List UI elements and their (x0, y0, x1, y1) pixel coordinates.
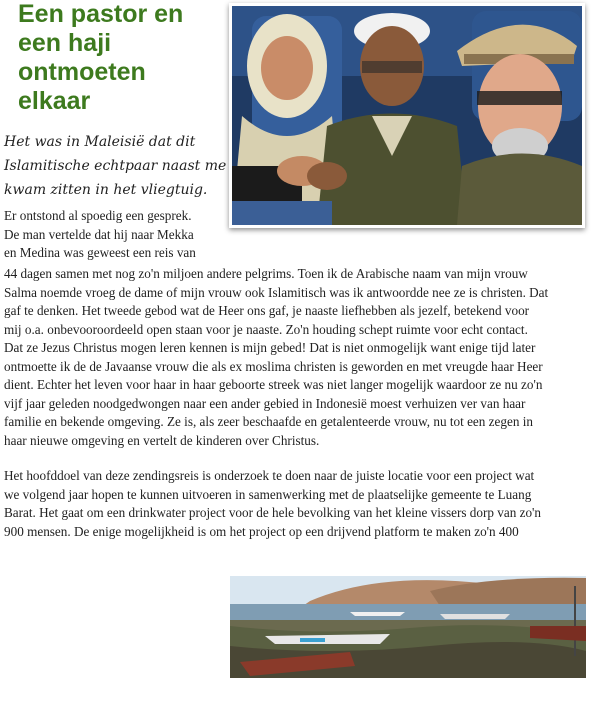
paragraph-line: familie en bekende omgeving. Ze is, als zeer beschaafde en getalenteerde vrouw, nu tot een zegen in (4, 414, 533, 429)
intro-line: kwam zitten in het vliegtuig. (4, 182, 208, 198)
airplane-photo (229, 3, 585, 228)
airplane-photo-illustration (232, 6, 582, 225)
paragraph-line: Het hoofddoel van deze zendingsreis is onderzoek te doen naar de juiste locatie voor een project wat (4, 468, 535, 483)
beach-boats-photo (230, 576, 586, 678)
intro-text (4, 130, 226, 202)
paragraph-line: we volgend jaar hopen te kunnen uitvoeren in samenwerking met de plaatselijke gemeente te Luang (4, 486, 532, 502)
intro-line: Het was in Maleisië dat dit (4, 134, 196, 150)
paragraph-line: Dat ze Jezus Christus mogen leren kennen is mijn gebed! Dat is niet onmogelijk want enige tijd later (4, 340, 536, 355)
paragraph-line: vijf jaar geleden noodgedwongen naar een ander gebied in Indonesië moest verhuizen ver van haar (4, 395, 526, 411)
headline-line: elkaar (18, 87, 91, 115)
beach-photo-illustration (230, 576, 586, 678)
paragraph-1-body (4, 265, 596, 450)
paragraph-line: 44 dagen samen met nog zo'n miljoen andere pelgrims. Toen ik de Arabische naam van mijn vrouw (4, 266, 528, 281)
headline-line: ontmoeten (18, 58, 146, 86)
paragraph-line: en Medina was geweest een reis van (4, 245, 196, 260)
paragraph-line: Barat. Het gaat om een drinkwater project voor de hele bevolking van het kleine vissers dorp van zo'n (4, 505, 542, 520)
paragraph-line: Salma noemde vroeg de dame of mijn vrouw ook Islamitisch was ik antwoordde nee ze is christen. Dat (4, 284, 549, 300)
paragraph-line: De man vertelde dat hij naar Mekka (4, 226, 194, 242)
paragraph-line: haar nieuwe omgeving en vertelt de kinderen over Christus. (4, 432, 320, 448)
intro-line: Islamitische echtpaar naast me (4, 158, 227, 174)
paragraph-1-start (4, 207, 229, 263)
paragraph-line: gaf te denken. Het tweede gebod wat de Heer ons gaf, je naaste liefhebben als jezelf, betekend voor (4, 303, 530, 318)
paragraph-line: mij o.a. onbevooroordeeld open staan voor je naaste. Zo'n houding schept ruimte voor echt contact. (4, 321, 528, 337)
headline-line: Een pastor en (18, 0, 184, 28)
headline-line: een haji (18, 29, 112, 57)
paragraph-2 (4, 467, 596, 541)
paragraph-line: 900 mensen. De enige mogelijkheid is om het project op een drijvend platform te maken zo'n 400 (4, 523, 519, 539)
article-headline (18, 0, 228, 116)
paragraph-line: dient. Echter het leven voor haar in haar geboorte streek was niet langer mogelijk waardoor ze nu zo'n (4, 377, 543, 392)
paragraph-line: Er ontstond al spoedig een gesprek. (4, 208, 192, 223)
paragraph-line: ontmoette ik de de Javaanse vrouw die als ex moslima christen is geworden en met vreugde haar Heer (4, 358, 543, 374)
